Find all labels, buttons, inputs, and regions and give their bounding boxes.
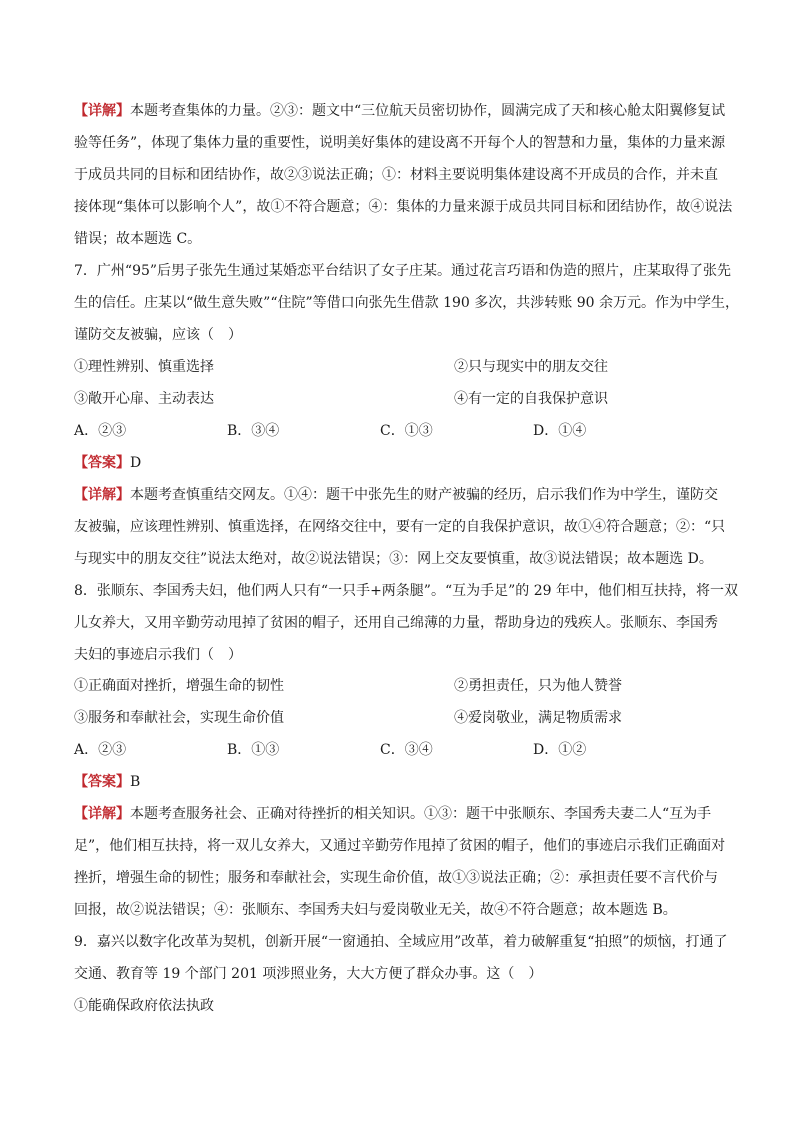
q8-item: ③服务和奉献社会，实现生命价值 — [74, 710, 284, 726]
q8-detail-line: 足”，他们相互扶持，将一双儿女养大，又通过辛勤劳作甩掉了贫困的帽子，他们的事迹启示我们正确面对 — [74, 838, 726, 854]
q8-items-row — [74, 676, 734, 696]
q7-detail-line: 友被骗，应该理性辨别、慎重选择，在网络交往中，要有一定的自我保护意识，故①④符合题意；②：“只 — [74, 519, 726, 535]
q8-items-row — [74, 708, 734, 728]
q6-detail-line: 于成员共同的目标和团结协作，故②③说法正确；①：材料主要说明集体建设离不开成员的合作，并未直 — [74, 167, 718, 183]
q7-detail-line: 与现实中的朋友交往”说法太绝对，故②说法错误；③：网上交友要慎重，故③说法错误；故本题选 D。 — [74, 551, 713, 567]
q9-stem-line: 交通、教育等 19 个部门 201 项涉照业务，大大方便了群众办事。这（ ） — [74, 966, 543, 982]
q8-option-b: B．①③ — [227, 742, 280, 758]
q7-item: ①理性辨别、慎重选择 — [74, 359, 214, 375]
q7-answer: 【答案】D — [74, 455, 142, 471]
q7-stem-line: 7．广州“95”后男子张先生通过某婚恋平台结识了女子庄某。通过花言巧语和伪造的照片，庄某取得了张先 — [74, 263, 732, 279]
q7-item: ②只与现实中的朋友交往 — [454, 359, 608, 375]
q7-option-b: B．③④ — [227, 423, 280, 439]
detail-label: 【详解】 — [74, 103, 130, 119]
q8-option-a: A．②③ — [74, 742, 127, 758]
q8-option-d: D．①② — [533, 742, 587, 758]
q7-option-c: C．①③ — [380, 423, 433, 439]
q7-option-a: A．②③ — [74, 423, 127, 439]
q8-answer: 【答案】B — [74, 774, 141, 790]
q8-detail-line: 挫折，增强生命的韧性；服务和奉献社会，实现生命价值，故①③说法正确；②：承担责任要不言代价与 — [74, 870, 718, 886]
q6-detail-line: 接体现“集体可以影响个人”，故①不符合题意；④：集体的力量来源于成员共同目标和团结协作，故④说法 — [74, 199, 733, 215]
q7-detail-line: 【详解】本题考查慎重结交网友。①④：题干中张先生的财产被骗的经历，启示我们作为中学生，谨防交 — [74, 487, 718, 503]
q6-detail-line: 【详解】本题考查集体的力量。②③：题文中“三位航天员密切协作，圆满完成了天和核心舱太阳翼修复试 — [74, 103, 726, 119]
answer-label: 【答案】 — [74, 774, 130, 790]
q7-option-d: D．①④ — [533, 423, 587, 439]
q8-detail-line: 【详解】本题考查服务社会、正确对待挫折的相关知识。①③：题干中张顺东、李国秀夫妻二人“互为手 — [74, 806, 712, 822]
q8-item: ④爱岗敬业，满足物质需求 — [454, 710, 622, 726]
q7-item: ③敞开心扉、主动表达 — [74, 391, 214, 407]
q8-stem-line: 夫妇的事迹启示我们（ ） — [74, 647, 242, 663]
q7-stem-line: 生的信任。庄某以“做生意失败”“住院”等借口向张先生借款 190 多次，共涉转账 90 余万元。作为中学生， — [74, 295, 739, 311]
q9-stem-line: 9．嘉兴以数字化改革为契机，创新开展“一窗通拍、全域应用”改革，着力破解重复“拍照”的烦恼，打通了 — [74, 934, 728, 950]
q8-option-c: C．③④ — [380, 742, 433, 758]
detail-label: 【详解】 — [74, 487, 130, 503]
q9-item: ①能确保政府依法执政 — [74, 998, 214, 1014]
q8-detail-line: 回报，故②说法错误；④：张顺东、李国秀夫妇与爱岗敬业无关，故④不符合题意；故本题选 B。 — [74, 902, 677, 918]
q6-detail-line: 错误；故本题选 C。 — [74, 231, 202, 247]
detail-label: 【详解】 — [74, 806, 130, 822]
q8-item: ②勇担责任，只为他人赞誉 — [454, 678, 622, 694]
q8-item: ①正确面对挫折，增强生命的韧性 — [74, 678, 284, 694]
q7-stem-line: 谨防交友被骗，应该（ ） — [74, 327, 242, 343]
q8-stem-line: 8．张顺东、李国秀夫妇，他们两人只有“一只手+两条腿”。“互为手足”的 29 年中，他们相互扶持，将一双 — [74, 583, 738, 599]
q7-items-row — [74, 389, 734, 409]
q7-items-row — [74, 357, 734, 377]
q8-stem-line: 儿女养大，又用辛勤劳动甩掉了贫困的帽子，还用自己绵薄的力量，帮助身边的残疾人。张顺东、李国秀 — [74, 615, 718, 631]
q6-detail-line: 验等任务”，体现了集体力量的重要性，说明美好集体的建设离不开每个人的智慧和力量，集体的力量来源 — [74, 135, 726, 151]
q7-item: ④有一定的自我保护意识 — [454, 391, 608, 407]
answer-label: 【答案】 — [74, 455, 130, 471]
